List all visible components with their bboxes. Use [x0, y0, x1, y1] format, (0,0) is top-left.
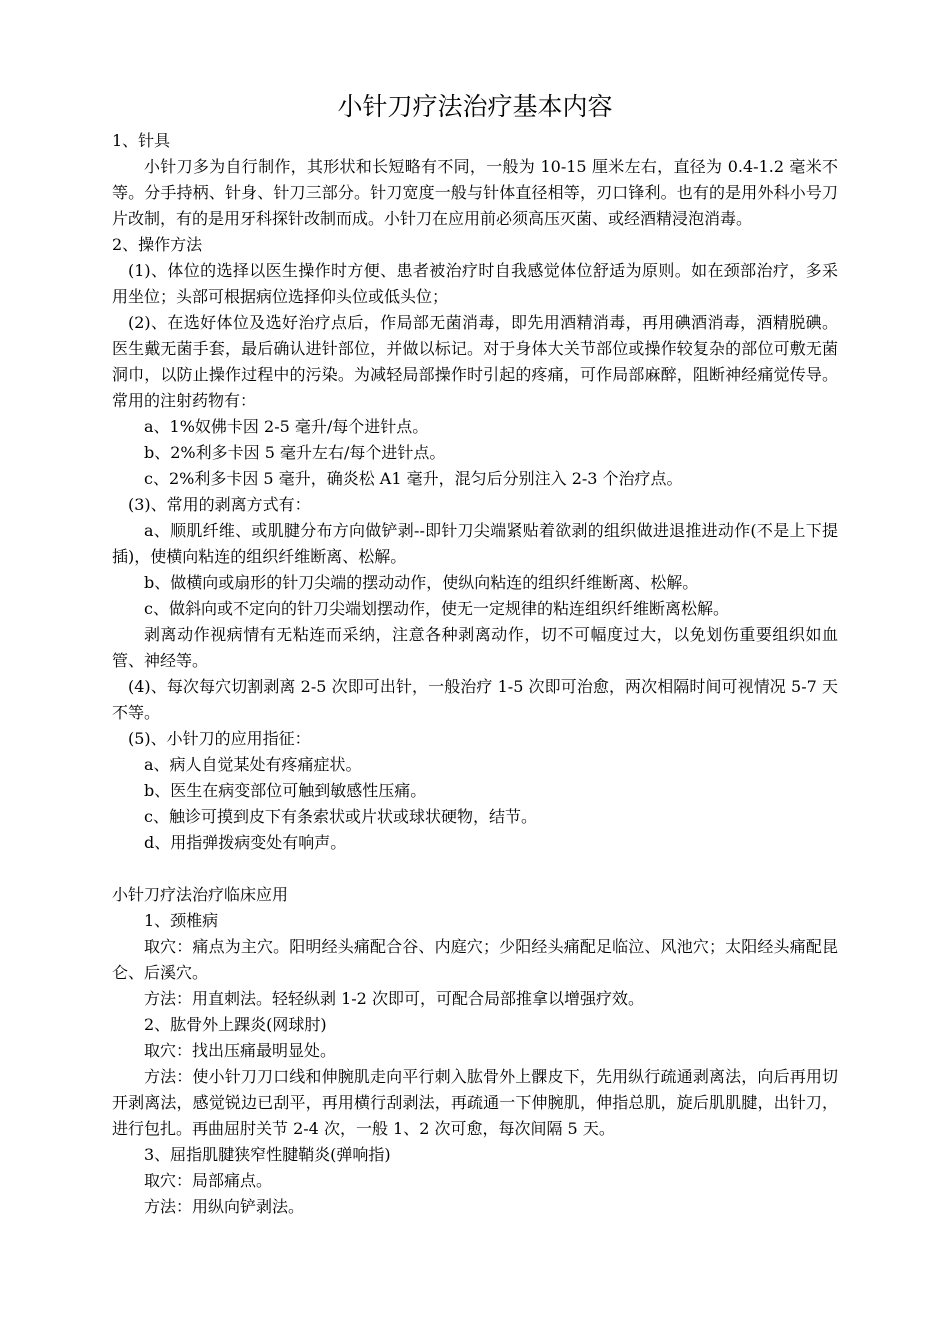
paragraph-cervical-method: 方法：用直刺法。轻轻纵剥 1-2 次即可，可配合局部推拿以增强疗效。: [144, 989, 644, 1008]
paragraph-finger-points: 取穴：局部痛点。: [144, 1171, 273, 1190]
section-heading-needle: 1、针具: [112, 131, 171, 150]
document-title: 小针刀疗法治疗基本内容: [337, 92, 613, 121]
paragraph-frequency: (4)、每次每穴切割剥离 2-5 次即可出针，一般治疗 1-5 次即可治愈，两次相隔时间可视情况 5-7 天不等。: [112, 677, 838, 722]
paragraph-posture: (1)、体位的选择以医生操作时方便、患者被治疗时自我感觉体位舒适为原则。如在颈部治疗，多采用坐位；头部可根据病位选择仰头位或低头位；: [112, 261, 838, 306]
paragraph-disinfection: (2)、在选好体位及选好治疗点后，作局部无菌消毒，即先用酒精消毒，再用碘酒消毒，酒精脱碘。医生戴无菌手套，最后确认进针部位，并做以标记。对于身体大关节部位或操作较复杂的部位可敷无菌洞巾，以防止操作过程中的污染。为减轻局部操作时引起的疼痛，可作局部麻醉，阻断神经痛觉传导。常用的注射药物有：: [112, 313, 838, 410]
paragraph-finger-method: 方法：用纵向铲剥法。: [144, 1197, 305, 1216]
list-item-stripping-b: b、做横向或扇形的针刀尖端的摆动动作，使纵向粘连的组织纤维断离、松解。: [144, 573, 699, 592]
section-heading-clinical: 小针刀疗法治疗临床应用: [112, 885, 289, 904]
list-item-stripping-a: a、顺肌纤维、或肌腱分布方向做铲剥--即针刀尖端紧贴着欲剥的组织做进退推进动作(不是上下提插)，使横向粘连的组织纤维断离、松解。: [112, 521, 838, 566]
list-item-indication-a: a、病人自觉某处有疼痛症状。: [144, 755, 362, 774]
list-item-stripping-c: c、做斜向或不定向的针刀尖端划摆动作，使无一定规律的粘连组织纤维断离松解。: [144, 599, 729, 618]
paragraph-stripping-caution: 剥离动作视病情有无粘连而采纳，注意各种剥离动作，切不可幅度过大，以免划伤重要组织如血管、神经等。: [112, 625, 838, 670]
section-heading-operation: 2、操作方法: [112, 235, 203, 254]
list-item-indication-d: d、用指弹拨病变处有响声。: [144, 833, 347, 852]
list-item-drug-c: c、2%利多卡因 5 毫升，确炎松 A1 毫升，混匀后分别注入 2-3 个治疗点。: [144, 469, 683, 488]
paragraph-indications: (5)、小针刀的应用指征：: [128, 729, 311, 748]
list-item-indication-b: b、医生在病变部位可触到敏感性压痛。: [144, 781, 427, 800]
paragraph-elbow-method: 方法：使小针刀刀口线和伸腕肌走向平行刺入肱骨外上髁皮下，先用纵行疏通剥离法，向后再用切开剥离法，感觉锐边已刮平，再用横行刮剥法，再疏通一下伸腕肌，伸指总肌，旋后肌肌腱，出针刀，进行包扎。再曲屈肘关节 2-4 次，一般 1、2 次可愈，每次间隔 5 天。: [112, 1067, 838, 1138]
subheading-cervical: 1、颈椎病: [144, 911, 219, 930]
paragraph-stripping-methods: (3)、常用的剥离方式有：: [128, 495, 311, 514]
spacer: [112, 856, 838, 882]
subheading-tennis-elbow: 2、肱骨外上踝炎(网球肘): [144, 1015, 327, 1034]
list-item-drug-b: b、2%利多卡因 5 毫升左右/每个进针点。: [144, 443, 446, 462]
paragraph-elbow-points: 取穴：找出压痛最明显处。: [144, 1041, 337, 1060]
paragraph-cervical-points: 取穴：痛点为主穴。阳明经头痛配合谷、内庭穴；少阳经头痛配足临泣、风池穴；太阳经头痛配昆仑、后溪穴。: [112, 937, 838, 982]
paragraph-needle-description: 小针刀多为自行制作，其形状和长短略有不同，一般为 10-15 厘米左右，直径为 0.4-1.2 毫米不等。分手持柄、针身、针刀三部分。针刀宽度一般与针体直径相等，刃口锋利。也有的是用外科小号刀片改制，有的是用牙科探针改制而成。小针刀在应用前必须高压灭菌、或经酒精浸泡消毒。: [112, 157, 838, 228]
subheading-trigger-finger: 3、屈指肌腱狭窄性腱鞘炎(弹响指): [144, 1145, 391, 1164]
list-item-drug-a: a、1%奴佛卡因 2-5 毫升/每个进针点。: [144, 417, 429, 436]
list-item-indication-c: c、触诊可摸到皮下有条索状或片状或球状硬物，结节。: [144, 807, 537, 826]
